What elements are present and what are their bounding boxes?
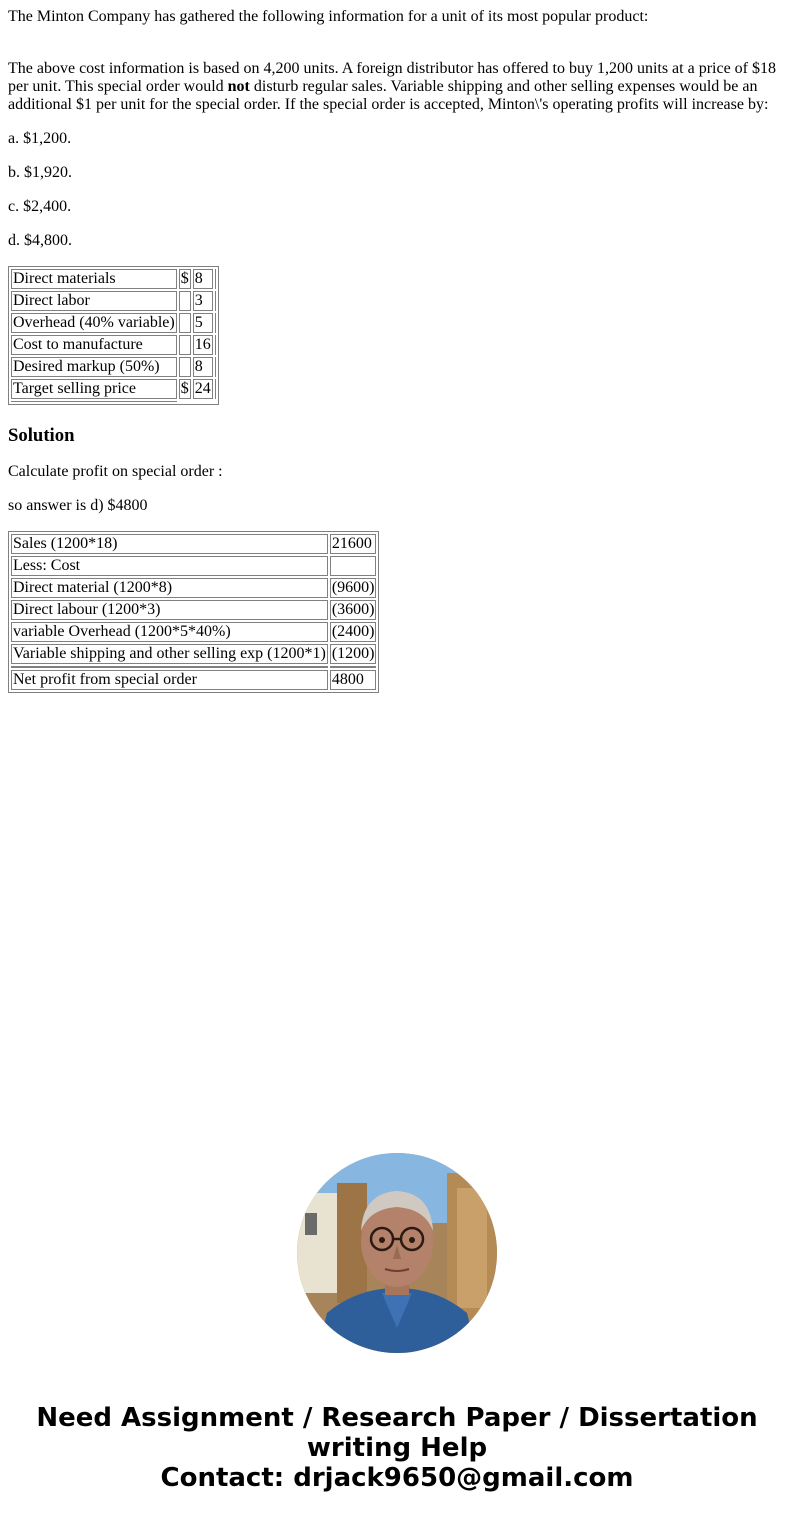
profit-value: (1200) — [331, 645, 375, 662]
profit-label: Variable shipping and other selling exp (1200*1) — [13, 645, 326, 662]
cost-sign — [179, 313, 191, 333]
cost-row-empty — [11, 401, 216, 402]
cost-empty-cell — [215, 401, 216, 402]
question-paragraph — [8, 60, 786, 114]
option-c: c. $2,400. — [8, 198, 72, 215]
cost-sign — [179, 291, 191, 311]
cost-row — [11, 357, 216, 377]
profit-row — [11, 556, 376, 576]
profit-spacer-cell — [11, 666, 328, 668]
cost-value: 16 — [194, 336, 211, 353]
solution-answer-line: so answer is d) $4800 — [8, 497, 148, 514]
footer-banner — [0, 1403, 794, 1493]
profit-label: Sales (1200*18) — [11, 534, 328, 554]
cost-label: Cost to manufacture — [11, 335, 177, 355]
cost-row — [11, 379, 216, 399]
cost-sign — [179, 357, 191, 377]
question-text-start: The above cost information is based on 4,200 units. A foreign distributor has offered to buy 1,200 units at a price of $18 per unit. This special order would — [8, 60, 777, 95]
cost-value: 3 — [193, 291, 213, 311]
cost-value: 8 — [193, 357, 213, 377]
cost-label: Target selling price — [11, 379, 177, 399]
solution-calc-line: Calculate profit on special order : — [8, 463, 223, 480]
profit-label: Direct material (1200*8) — [11, 578, 328, 598]
cost-label: Desired markup (50%) — [11, 357, 177, 377]
cost-tail — [215, 357, 216, 377]
cost-label: Direct labor — [11, 291, 177, 311]
cost-value: 5 — [193, 313, 213, 333]
question-bold-word: not — [227, 78, 250, 95]
document-body — [8, 8, 786, 693]
cost-label: Overhead (40% variable) — [13, 314, 175, 331]
cost-tail — [215, 313, 216, 333]
cost-value: 8 — [193, 269, 213, 289]
profit-total-row — [11, 670, 376, 690]
tutor-avatar — [297, 1153, 497, 1353]
profit-total-value: 4800 — [330, 670, 377, 690]
footer-line-1: Need Assignment / Research Paper / Dissertation — [36, 1403, 758, 1433]
profit-spacer-cell — [330, 666, 377, 668]
profit-row — [11, 644, 376, 664]
profit-label: variable Overhead (1200*5*40%) — [11, 622, 328, 642]
profit-label: Less: Cost — [11, 556, 328, 576]
cost-tail — [215, 379, 216, 399]
profit-value: 21600 — [330, 534, 377, 554]
profit-row — [11, 600, 376, 620]
profit-total-label: Net profit from special order — [11, 670, 328, 690]
cost-sign: $ — [180, 380, 189, 397]
profit-row — [11, 622, 376, 642]
cost-row — [11, 313, 216, 333]
profit-label: Direct labour (1200*3) — [11, 600, 328, 620]
cost-empty-cell — [193, 401, 213, 402]
profit-row — [11, 578, 376, 598]
footer-line-2: writing Help — [306, 1433, 488, 1463]
cost-row — [11, 335, 216, 355]
option-d: d. $4,800. — [8, 232, 72, 249]
cost-row — [11, 291, 216, 311]
profit-value: (3600) — [331, 601, 375, 618]
cost-tail — [215, 269, 216, 289]
option-a: a. $1,200. — [8, 130, 72, 147]
profit-value: (2400) — [331, 623, 375, 640]
solution-heading: Solution — [8, 425, 75, 446]
profit-spacer-row — [11, 666, 376, 668]
tutor-portrait-image — [297, 1153, 497, 1353]
option-b: b. $1,920. — [8, 164, 72, 181]
cost-label: Direct materials — [11, 269, 177, 289]
cost-sign: $ — [180, 270, 189, 287]
cost-tail — [215, 335, 216, 355]
cost-tail — [215, 291, 216, 311]
cost-table — [8, 266, 219, 405]
profit-table — [8, 531, 379, 693]
question-intro: The Minton Company has gathered the following information for a unit of its most popular product: — [8, 8, 649, 25]
profit-value: (9600) — [331, 579, 375, 596]
cost-sign — [179, 335, 191, 355]
footer-contact-line: Contact: drjack9650@gmail.com — [160, 1463, 634, 1493]
cost-empty-cell — [179, 401, 191, 402]
cost-empty-cell — [11, 401, 177, 402]
profit-value — [330, 556, 377, 576]
cost-row — [11, 269, 216, 289]
cost-value: 24 — [194, 380, 211, 397]
question-text-end: disturb regular sales. Variable shipping and other selling expenses would be an additional $1 per unit for the special order. If the special order is accepted, Minton\'s operating profits will increase by: — [8, 78, 769, 113]
profit-row — [11, 534, 376, 554]
